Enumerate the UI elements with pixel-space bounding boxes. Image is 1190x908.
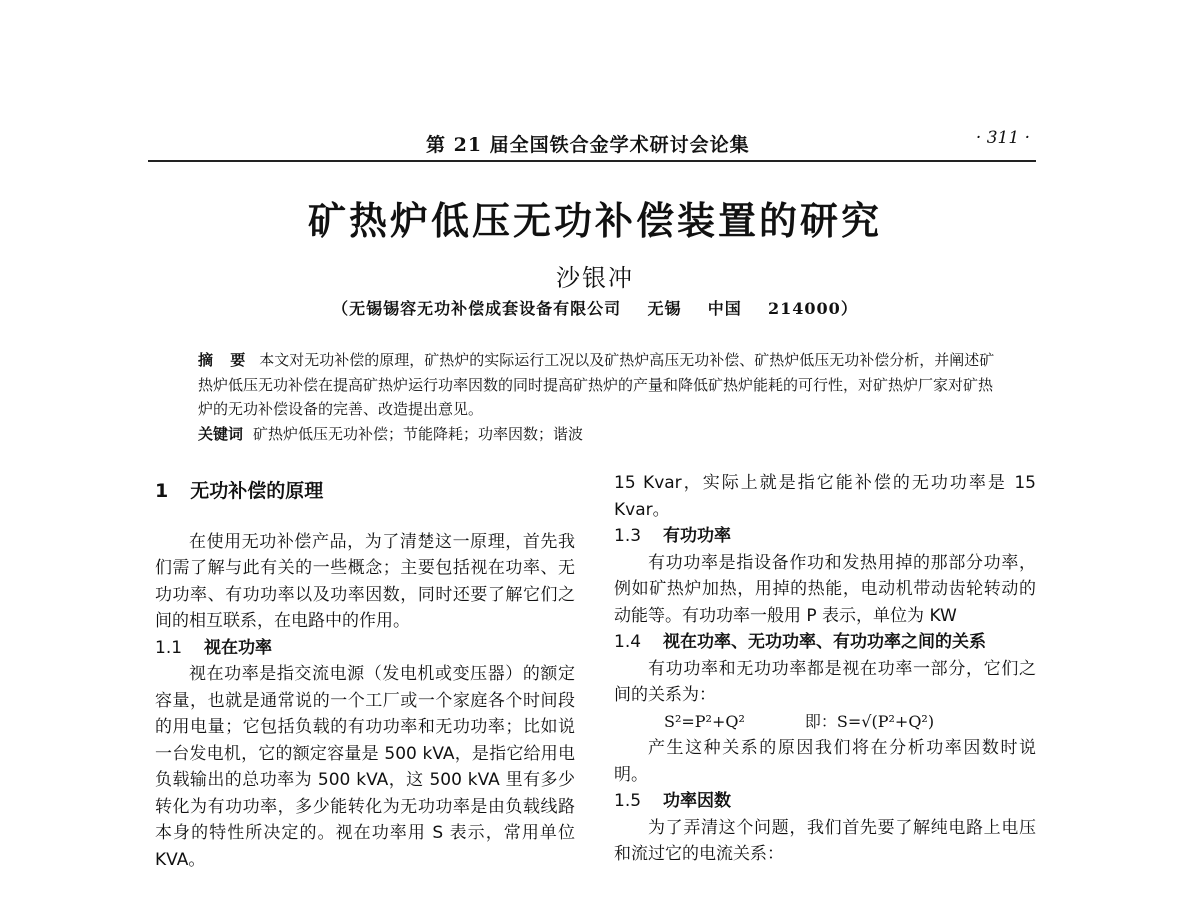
formula-prefix: 即：	[804, 711, 837, 731]
section-1-4-heading	[614, 629, 1036, 656]
section-1-4-paragraph: 有功功率和无功功率都是视在功率一部分，它们之间的关系为：	[614, 658, 1036, 705]
section-title: 有功功率	[663, 526, 732, 546]
section-1-5-paragraph: 为了弄清这个问题，我们首先要了解纯电路上电压和流过它的电流关系：	[614, 817, 1036, 864]
section-1-4-paragraph-2: 产生这种关系的原因我们将在分析功率因数时说明。	[614, 738, 1036, 785]
abstract-text: 本文对无功补偿的原理，矿热炉的实际运行工况以及矿热炉高压无功补偿、矿热炉低压无功补偿分析，并阐述矿热炉低压无功补偿在提高矿热炉运行功率因数的同时提高矿热炉的产量和降低矿热炉能耗的可行性，对矿热炉厂家对矿热炉的无功补偿设备的完善、改造提出意见。	[198, 351, 995, 418]
keywords	[198, 423, 998, 444]
continued-paragraph: 15 Kvar，实际上就是指它能补偿的无功功率是 15 Kvar。	[614, 473, 1036, 520]
section-1-1-paragraph: 视在功率是指交流电源（发电机或变压器）的额定容量，也就是通常说的一个工厂或一个家庭各个时间段的用电量；它包括负载的有功功率和无功功率；比如说一台发电机，它的额定容量是 500 kVA，是指它给用电负载输出的总功率为 500 kVA，这 500 kVA 里有多少转化为有功功率，多少能转化为无功功率是由负载线路本身的特性所决定的。视在功率用 S 表示，常用单位 KVA。	[155, 664, 575, 870]
formula-root: S=√(P²+Q²)	[836, 711, 935, 731]
section-1-heading	[155, 478, 575, 505]
power-formula	[614, 709, 1036, 736]
section-1-3-heading	[614, 523, 1036, 550]
abstract-label: 摘 要	[198, 351, 252, 369]
keywords-label: 关键词	[198, 425, 244, 443]
running-header	[148, 126, 1036, 162]
left-column	[155, 470, 575, 873]
section-number: 1.3	[614, 526, 642, 546]
section-1-1-heading	[155, 635, 575, 662]
formula-squares: S²=P²+Q²	[664, 711, 745, 731]
affiliation: （无锡锡容无功补偿成套设备有限公司 无锡 中国 214000）	[332, 299, 858, 318]
journal-title: 第 21 届全国铁合金学术研讨会论集	[426, 134, 750, 156]
section-1-5-heading	[614, 788, 1036, 815]
section-title: 视在功率、无功功率、有功功率之间的关系	[663, 632, 987, 652]
section-title: 视在功率	[204, 637, 273, 658]
keywords-text: 矿热炉低压无功补偿；节能降耗；功率因数；谐波	[253, 425, 584, 443]
section-number: 1.1	[155, 637, 183, 658]
section-number: 1.4	[614, 632, 642, 652]
section-1-3-paragraph: 有功功率是指设备作功和发热用掉的那部分功率，例如矿热炉加热，用掉的热能，电动机带动齿轮转动的动能等。有功功率一般用 P 表示，单位为 KW	[614, 552, 1036, 626]
section-title: 无功补偿的原理	[190, 480, 324, 502]
section-number: 1.5	[614, 791, 642, 811]
page-number: · 311 ·	[975, 128, 1030, 148]
right-column	[614, 470, 1036, 868]
author-name: 沙银冲	[556, 264, 634, 292]
section-title: 功率因数	[663, 791, 732, 811]
section-number: 1	[155, 480, 169, 502]
paper-title: 矿热炉低压无功补偿装置的研究	[307, 199, 882, 243]
abstract	[198, 348, 998, 422]
intro-paragraph: 在使用无功补偿产品，为了清楚这一原理，首先我们需了解与此有关的一些概念；主要包括视在功率、无功功率、有功功率以及功率因数，同时还要了解它们之间的相互联系，在电路中的作用。	[155, 531, 575, 631]
